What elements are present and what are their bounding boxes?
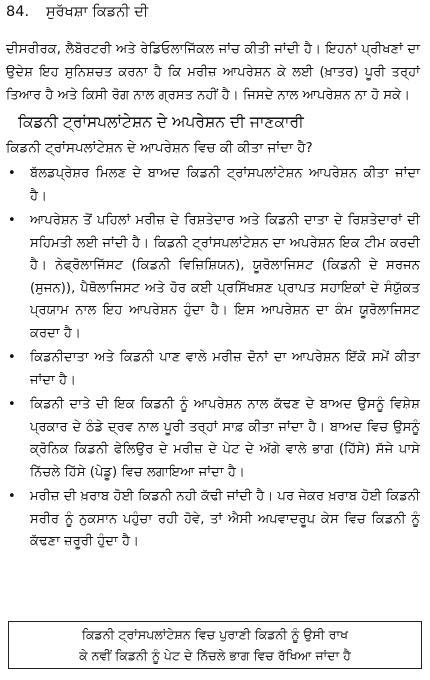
- section-question: ਕਿਡਨੀ ਟ੍ਰਾਂਸਪਲਾਂਟੇਸ਼ਨ ਦੇ ਆਪਰੇਸ਼ਨ ਵਿਚ ਕੀ ਕੀਤਾ ਜਾਂਦਾ ਹੈ?: [6, 140, 313, 156]
- bullet-point: [6, 163, 420, 208]
- bullet-text: ਆਪਰੇਸ਼ਨ ਤੋਂ ਪਹਿਲਾਂ ਮਰੀਜ਼ ਦੇ ਰਿਸ਼ਤੇਦਾਰ ਅਤੇ ਕਿਡਨੀ ਦਾਤਾ ਦੇ ਰਿਸ਼ਤੇਦਾਰਾਂ ਦੀ ਸਹਿਮਤੀ ਲਈ ਜਾਂਦੀ ਹੈ। ਕਿਡਨੀ ਟ੍ਰਾਂਸਪਲਾਂਟੇਸ਼ਨ ਦਾ ਅਪਰੇਸ਼ਨ ਇਕ ਟੀਮ ਕਰਦੀ ਹੈ। ਨੇਫ੍ਰੋਲਾਜਿੱਸਟ (ਕਿਡਨੀ ਵਿਜ਼ਿਸ਼ਿਯਨ), ਯੂਰੋਲਾਜਿਸਟ (ਕਿਡਨੀ ਦੇ ਸਰਜਨ (ਸੁਜਨ)), ਪੈਥੋਲਾਜਿਸਟ ਅਤੇ ਹੋਰ ਕਈ ਪ੍ਰਸਿੱਖਸ਼ਣ ਪ੍ਰਾਪਤ ਸਹਾਇਕਾਂ ਦੇ ਸੰਯੁੱਕਤ ਪ੍ਰਯਾਮ ਨਾਲ ਇਹ ਆਪਰੇਸ਼ਨ ਹੁੰਦਾ ਹੈ। ਇਸ ਆਪਰੇਸ਼ਨ ਦਾ ਕੰਮ ਯੂਰੋਲਾਜਿਸਟ ਕਰਦਾ ਹੈ।: [30, 213, 420, 341]
- bullet-icon: •: [8, 489, 16, 504]
- page-number: 84.: [6, 4, 30, 20]
- bullet-point: [6, 394, 420, 484]
- bullet-point: [6, 210, 420, 345]
- bullet-text: ਕਿਡਨੀ ਦਾਤੇ ਦੀ ਇਕ ਕਿਡਨੀ ਨੂੰ ਆਪਰੇਸ਼ਨ ਨਾਲ ਕੱਢਣ ਦੇ ਬਾਅਦ ਉਸਨੂੰ ਵਿਸ਼ੇਸ਼ ਪ੍ਰਕਾਰ ਦੇ ਠੰਡੇ ਦ੍ਰਵ ਨਾਲ ਪੂਰੀ ਤਰ੍ਹਾਂ ਸਾਫ਼ ਕੀਤਾ ਜਾਂਦਾ ਹੈ। ਬਾਅਦ ਵਿਚ ਉਸਨੂੰ ਕ੍ਰੋਨਿਕ ਕਿਡਨੀ ਫੇਲਿਉਰ ਦੇ ਮਰੀਜ਼ ਦੇ ਪੇਟ ਦੇ ਅੱਗੇ ਵਾਲੇ ਭਾਗ (ਹਿੱਸੇ) ਸੱਜੇ ਪਾਸੇ ਨਿੱਚਲੇ ਹਿੱਸੇ (ਪੇਡੂ) ਵਿਚ ਲਗਾਇਆ ਜਾਂਦਾ ਹੈ।: [30, 397, 420, 480]
- note-box: [8, 621, 422, 669]
- intro-paragraph: ਦੀਸਰੀਰਕ, ਲੈਬੋਰਟਰੀ ਅਤੇ ਰੇਡਿਓਲਾਜਿੱਕਲ ਜਾਂਚ ਕੀਤੀ ਜਾਂਦੀ ਹੈ। ਇਹਨਾਂ ਪ੍ਰੀਖਣਾਂ ਦਾ ਉਦੇਸ਼ ਇਹ ਸੁਨਿਸ਼ਚਤ ਕਰਨਾ ਹੈ ਕਿ ਮਰੀਜ਼ ਆਪਰੇਸ਼ਨ ਕੇ ਲਈ (ਖ਼ਾਤਰ) ਪੂਰੀ ਤਰ੍ਹਾਂ ਤਿਆਰ ਹੈ ਅਤੇ ਕਿਸੀ ਰੋਗ ਨਾਲ ਗ੍ਰਸਤ ਨਹੀਂ ਹੈ। ਜਿਸਦੇ ਨਾਲ ਆਪਰੇਸ਼ਨ ਨਾ ਹੋ ਸਕੇ।: [6, 42, 420, 103]
- bullet-point: [6, 486, 420, 554]
- running-title: ਸੁਰੱਖਸ਼ਾ ਕਿਡਨੀ ਦੀ: [46, 4, 149, 20]
- bullet-icon: •: [8, 350, 16, 365]
- bullet-text: ਬੱਲਡਪ੍ਰੇਸ਼ਰ ਮਿਲਣ ਦੇ ਬਾਅਦ ਕਿਡਨੀ ਟ੍ਰਾਂਸਪਲਾਂਟੇਸ਼ਨ ਆਪਰੇਸ਼ਨ ਕੀਤਾ ਜਾਂਦਾ ਹੈ।: [30, 166, 420, 204]
- note-line-2: ਕੇ ਨਵੀਂ ਕਿਡਨੀ ਨੂੰ ਪੇਟ ਦੇ ਨਿੱਚਲੇ ਭਾਗ ਵਿਚ ਰੱਖਿਆ ਜਾਂਦਾ ਹੈ: [79, 648, 351, 663]
- bullet-text: ਕਿਡਨੀਦਾਤਾ ਅਤੇ ਕਿਡਨੀ ਪਾਣ ਵਾਲੇ ਮਰੀਜ਼ ਦੋਨਾਂ ਦਾ ਆਪਰੇਸ਼ਨ ਇੱਕੋ ਸਮੇਂ ਕੀਤਾ ਜਾਂਦਾ ਹੈ।: [30, 350, 420, 388]
- bullet-icon: •: [8, 397, 16, 412]
- note-line-1: ਕਿਡਨੀ ਟ੍ਰਾਂਸਪਲਾਂਟੇਸ਼ਨ ਵਿਚ ਪੁਰਾਣੀ ਕਿਡਨੀ ਨੂੰ ਉਸੀ ਰਾਖ: [81, 627, 349, 642]
- running-header: [6, 4, 420, 28]
- bullet-point: [6, 347, 420, 392]
- bullet-text: ਮਰੀਜ਼ ਦੀ ਖ਼ਰਾਬ ਹੋਈ ਕਿਡਨੀ ਨਹੀ ਕੱਢੀ ਜਾਂਦੀ ਹੈ। ਪਰ ਜੇਕਰ ਖ਼ਰਾਬ ਹੋਈ ਕਿਡਨੀ ਸਰੀਰ ਨੂੰ ਨੁਕਸਾਨ ਪਹੁੰਚਾ ਰਹੀ ਹੋਵੇ, ਤਾਂ ਐਸੀ ਅਪਵਾਦਰੂਪ ਕੇਸ ਵਿਚ ਕਿਡਨੀ ਨੂੰ ਕੱਢਣਾ ਜ਼ਰੂਰੀ ਹੁੰਦਾ ਹੈ।: [30, 489, 420, 549]
- bullet-icon: •: [8, 166, 16, 181]
- bullet-list: [6, 163, 420, 554]
- bullet-icon: •: [8, 213, 16, 228]
- section-heading: ਕਿਡਨੀ ਟ੍ਰਾਂਸਪਲਾਂਟੇਸ਼ਨ ਦੇ ਅਪਰੇਸ਼ਨ ਦੀ ਜਾਣਕਾਰੀ: [18, 113, 304, 131]
